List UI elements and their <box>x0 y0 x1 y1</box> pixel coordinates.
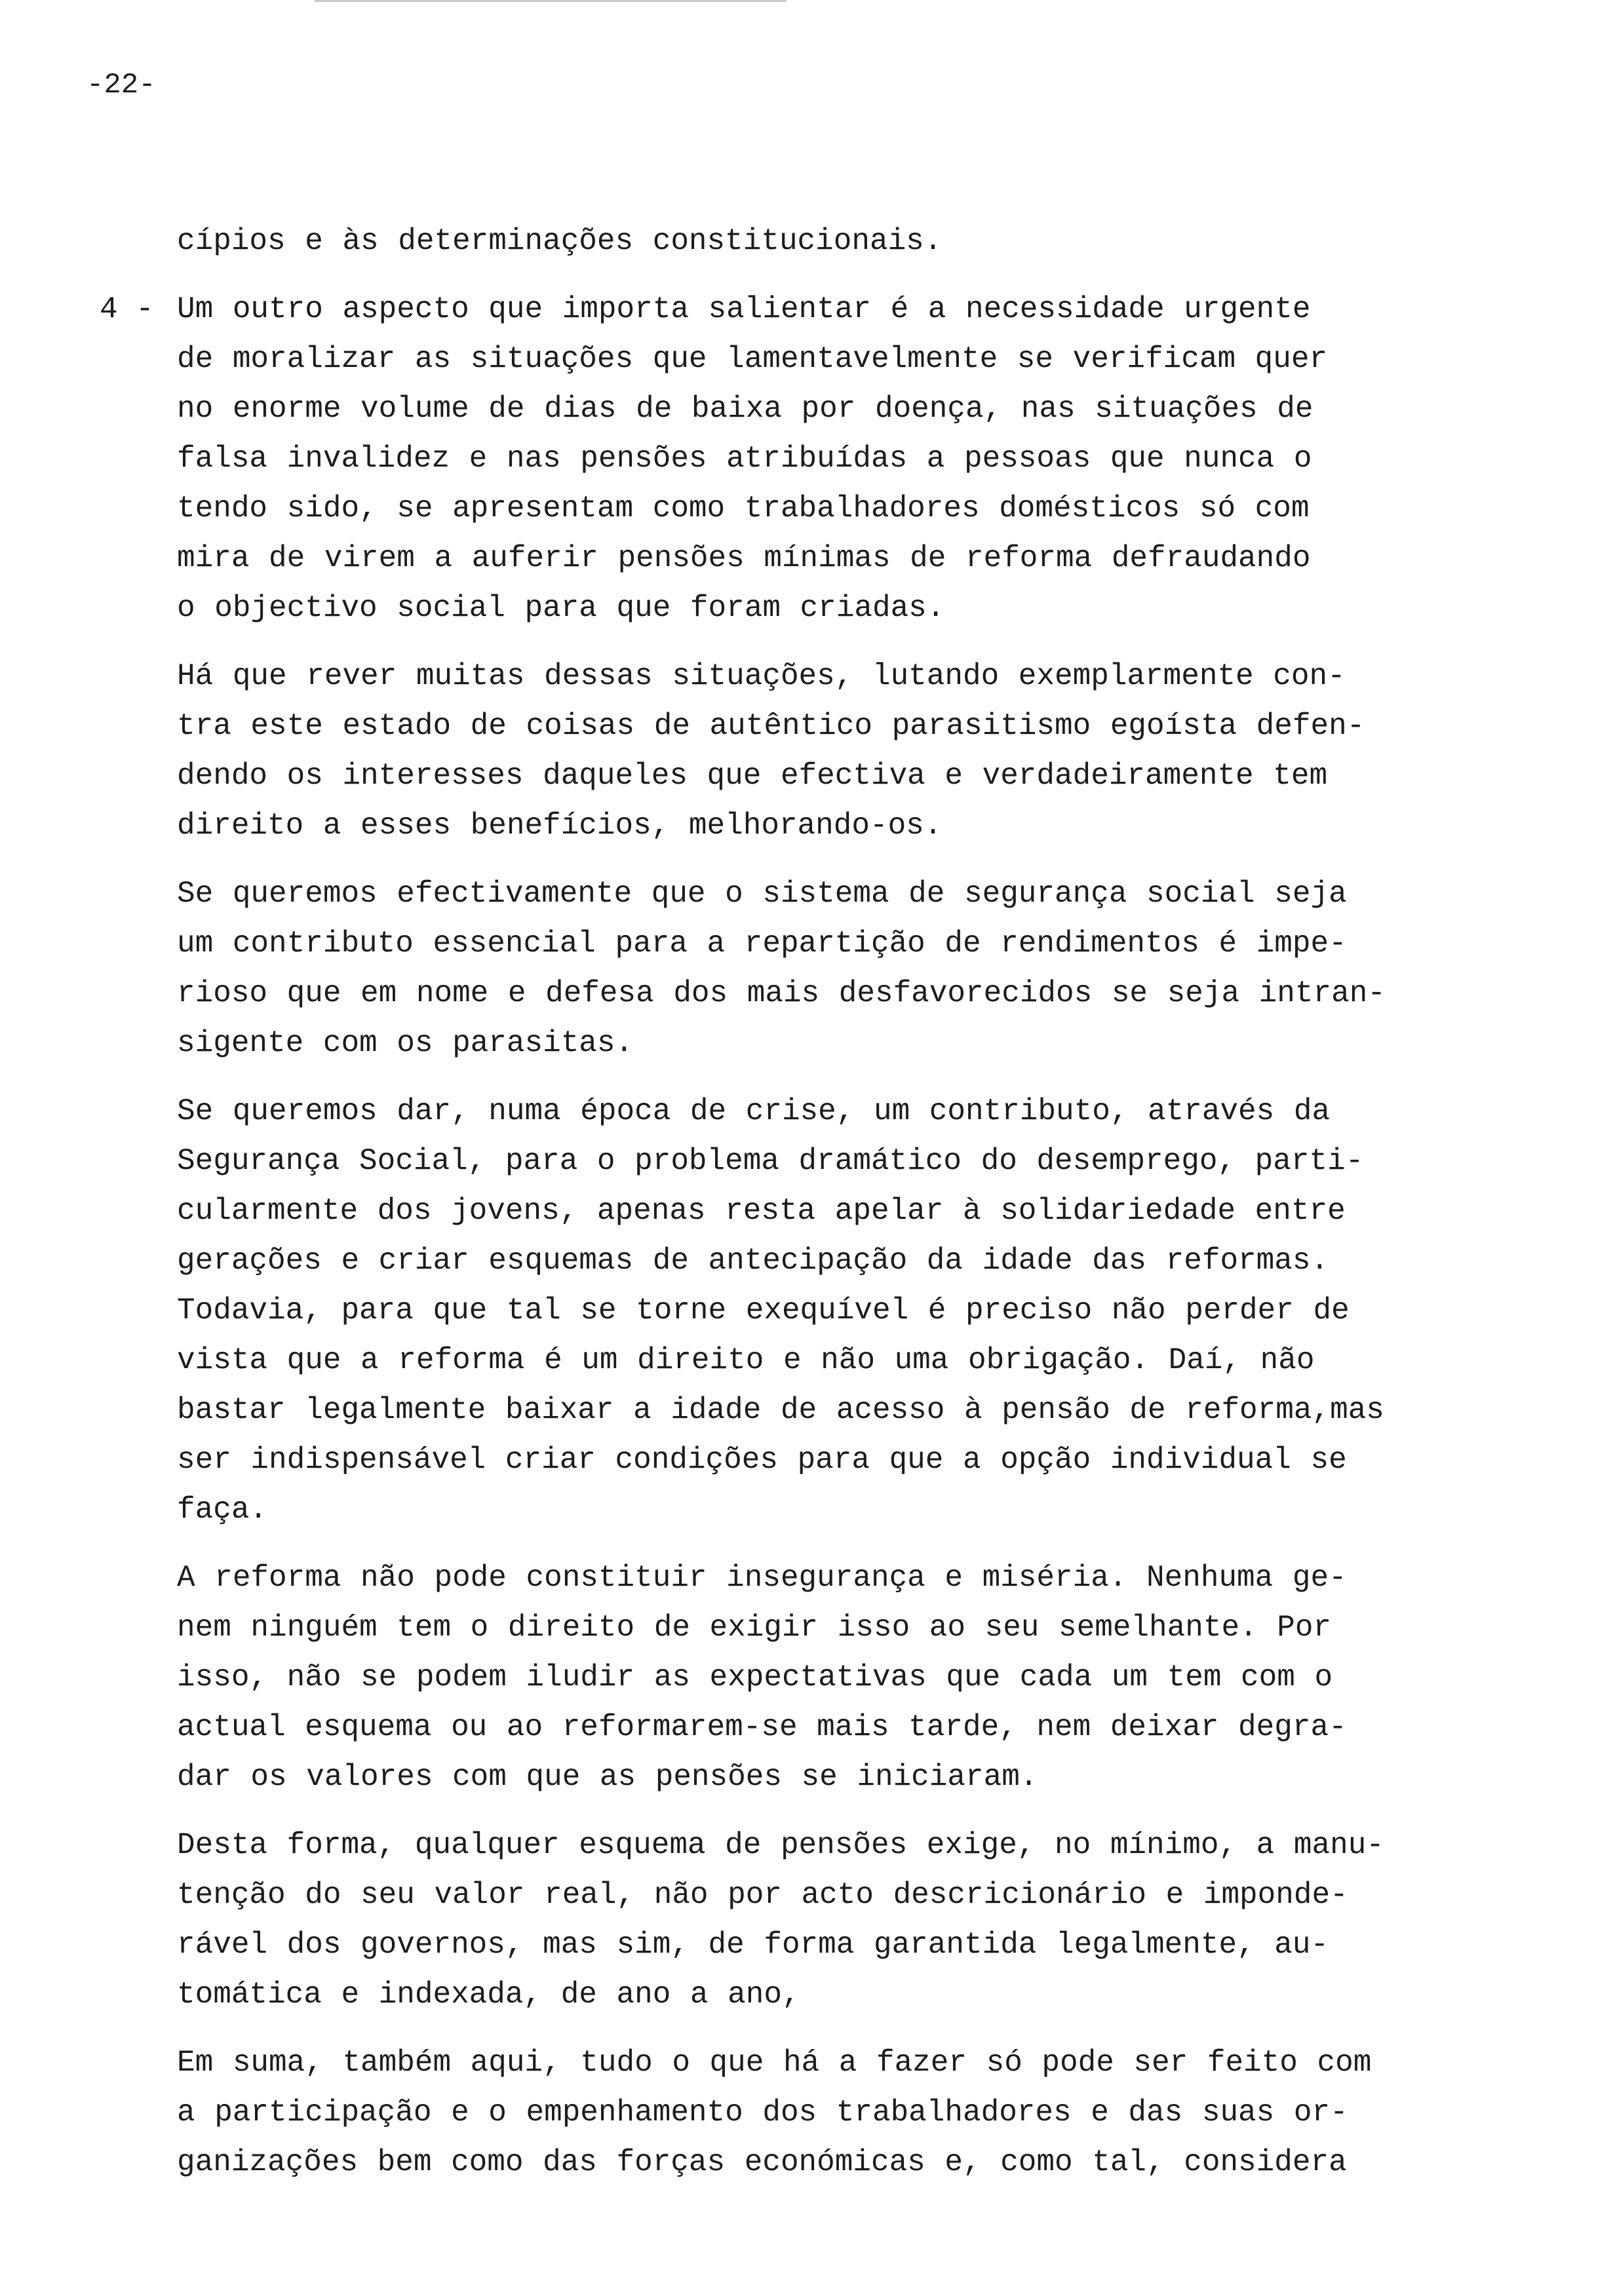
paragraph-unemployment: Se queremos dar, numa época de crise, um contributo, através da Segurança Social, para o problema dramático do desemprego, parti- cularmente dos jovens, apenas resta apelar à solidariedade entre gerações e criar esquemas de antecipação da idade das reformas. Todavia, para que tal se torne exequível é preciso não perder de vista que a reforma é um direito e não uma obrigação. Daí, não bastar legalmente baixar a idade de acesso à pensão de reforma,mas ser indispensável criar condições para que a opção individual se faça. <box>177 1094 1384 1527</box>
paragraph-pension-value: Desta forma, qualquer esquema de pensões exige, no mínimo, a manu- tenção do seu valor real, não por acto descricionário e imponde- rável dos governos, mas sim, de forma garantida legalmente, au- tomática e indexada, de ano a ano, <box>177 1828 1384 2012</box>
item-number: 4 - <box>100 292 154 326</box>
continuation-paragraph: cípios e às determinações constitucionais. <box>177 224 943 258</box>
paragraph-social-security-system: Se queremos efectivamente que o sistema de segurança social seja um contributo essencial para a repartição de rendimentos é impe- rioso que em nome e defesa dos mais desfavorecidos se seja intran- sigente com os parasitas. <box>177 877 1386 1060</box>
numbered-item-4 <box>100 284 1508 633</box>
item-paragraph: Um outro aspecto que importa salientar é a necessidade urgente de moralizar as situações que lamentavelmente se verificam quer no enorme volume de dias de baixa por doença, nas situações de falsa invalidez e nas pensões atribuídas a pessoas que nunca o tendo sido, se apresentam como trabalhadores domésticos só com mira de virem a auferir pensões mínimas de reforma defraudando o objectivo social para que foram criadas. <box>177 292 1328 625</box>
paragraph-conclusion: Em suma, também aqui, tudo o que há a fazer só pode ser feito com a participação e o empenhamento dos trabalhadores e das suas or- ganizações bem como das forças económicas e, como tal, considera <box>177 2046 1372 2179</box>
page-number: -22- <box>87 69 156 102</box>
paragraph-parasitism: Há que rever muitas dessas situações, lutando exemplarmente con- tra este estado de coisas de autêntico parasitismo egoísta defen- dendo os interesses daqueles que efectiva e verdadeiramente tem direito a esses benefícios, melhorando-os. <box>177 659 1365 843</box>
scan-artifact-line <box>315 0 787 2</box>
page-body <box>100 216 1508 2187</box>
paragraph-reform-insecurity: A reforma não pode constituir insegurança e miséria. Nenhuma ge- nem ninguém tem o direito de exigir isso ao seu semelhante. Por isso, não se podem iludir as expectativas que cada um tem com o actual esquema ou ao reformarem-se mais tarde, nem deixar degra- dar os valores com que as pensões se iniciaram. <box>177 1561 1347 1794</box>
